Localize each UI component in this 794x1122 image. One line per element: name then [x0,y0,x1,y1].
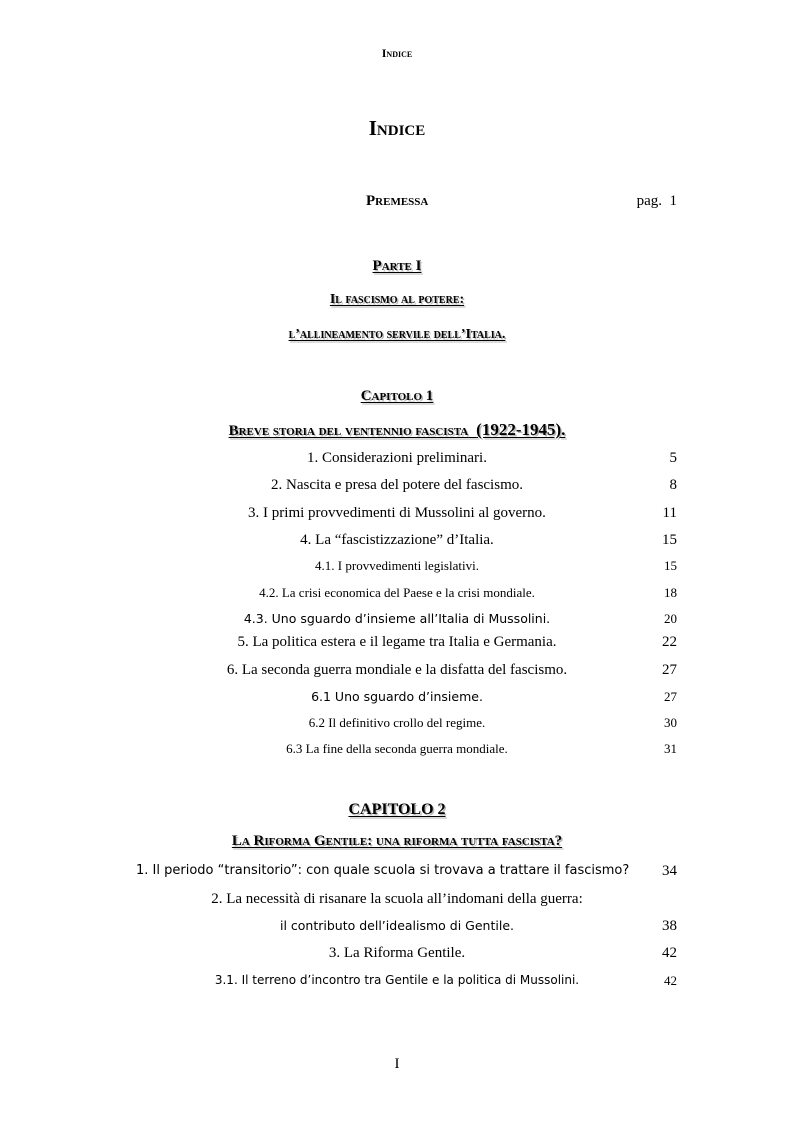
toc-entry[interactable] [0,973,794,997]
toc-entry[interactable] [0,477,794,501]
toc-entry[interactable] [0,558,794,582]
toc-entry-page: 15 [662,532,677,548]
parte-subtitle-line2: l’allineamento servile dell’Italia. [288,327,506,342]
toc-entry[interactable] [0,689,794,713]
premessa-page-number: 1 [669,193,677,209]
toc-entry-page: 27 [664,689,677,704]
chapter-2-title: La Riforma Gentile: una riforma tutta fascista? [231,833,563,849]
toc-entry-page: 22 [662,634,677,650]
toc-entry-text: 3.1. Il terreno d’incontro tra Gentile e la politica di Mussolini. [214,973,580,987]
toc-entry-text: 3. I primi provvedimenti di Mussolini al governo. [248,505,546,521]
toc-entry-text: 5. La politica estera e il legame tra Italia e Germania. [237,634,557,650]
parte-subtitle-line1: Il fascismo al potere: [329,292,465,307]
toc-entry-page: 42 [664,973,677,988]
toc-entry[interactable] [0,891,794,915]
toc-entry[interactable] [0,945,794,969]
toc-entry-text: 2. La necessità di risanare la scuola all’indomani della guerra: [211,891,583,907]
toc-entry-text: 6. La seconda guerra mondiale e la disfatta del fascismo. [226,662,568,678]
toc-entry-page: 5 [669,450,677,466]
toc-entry-page: 11 [662,505,677,521]
chapter-1-years: (1922-1945). [476,420,566,439]
toc-entry-page: 34 [662,863,677,879]
toc-entry[interactable] [0,450,794,474]
toc-entry-page: 42 [662,945,677,961]
toc-entry-text: 1. Considerazioni preliminari. [307,450,487,466]
toc-entry-text: 6.2 Il definitivo crollo del regime. [308,715,486,730]
premessa-label: Premessa [366,193,429,209]
toc-entry[interactable] [0,741,794,765]
page-title: Indice [368,116,426,140]
toc-entry-text: 6.1 Uno sguardo d’insieme. [311,689,483,704]
toc-entry-text: 6.3 La fine della seconda guerra mondiale. [286,741,508,756]
toc-entry[interactable] [0,611,794,635]
toc-entry-page: 27 [662,662,677,678]
toc-entry[interactable] [0,662,794,686]
page-number: I [394,1056,400,1072]
chapter-2-label: CAPITOLO 2 [348,801,446,818]
toc-entry[interactable] [0,918,794,942]
toc-entry[interactable] [0,505,794,529]
premessa-page [637,193,677,210]
toc-entry-text: 4. La “fascistizzazione” d’Italia. [300,532,494,548]
toc-entry-text: 4.3. Uno sguardo d’insieme all’Italia di Mussolini. [243,611,551,626]
toc-entry[interactable] [0,863,794,887]
toc-entry[interactable] [0,634,794,658]
toc-entry-page: 18 [664,585,677,600]
toc-entry-page: 8 [669,477,677,493]
toc-entry-page: 20 [664,611,677,626]
chapter-1-title: Breve storia del ventennio fascista [228,423,469,439]
toc-entry-text: 3. La Riforma Gentile. [328,945,466,961]
toc-entry-page: 30 [664,715,677,730]
parte-label: Parte I [372,258,422,274]
toc-entry-text: 2. Nascita e presa del potere del fascismo. [271,477,523,493]
toc-entry-page: 38 [662,918,677,934]
toc-entry[interactable] [0,585,794,609]
toc-entry-text: il contributo dell’idealismo di Gentile. [279,918,514,933]
running-header: Indice [381,46,413,60]
toc-entry-text: 4.2. La crisi economica del Paese e la crisi mondiale. [259,585,535,600]
toc-entry[interactable] [0,715,794,739]
toc-entry-page: 15 [664,558,677,573]
toc-entry-text: 1. Il periodo “transitorio”: con quale scuola si trovava a trattare il fascismo? [136,863,630,878]
toc-entry-page: 31 [664,741,677,756]
toc-entry-text: 4.1. I provvedimenti legislativi. [315,558,479,573]
premessa-page-label: pag. [636,193,662,209]
toc-entry[interactable] [0,532,794,556]
chapter-1-label: Capitolo 1 [360,388,434,404]
chapter-1-heading [0,420,794,440]
